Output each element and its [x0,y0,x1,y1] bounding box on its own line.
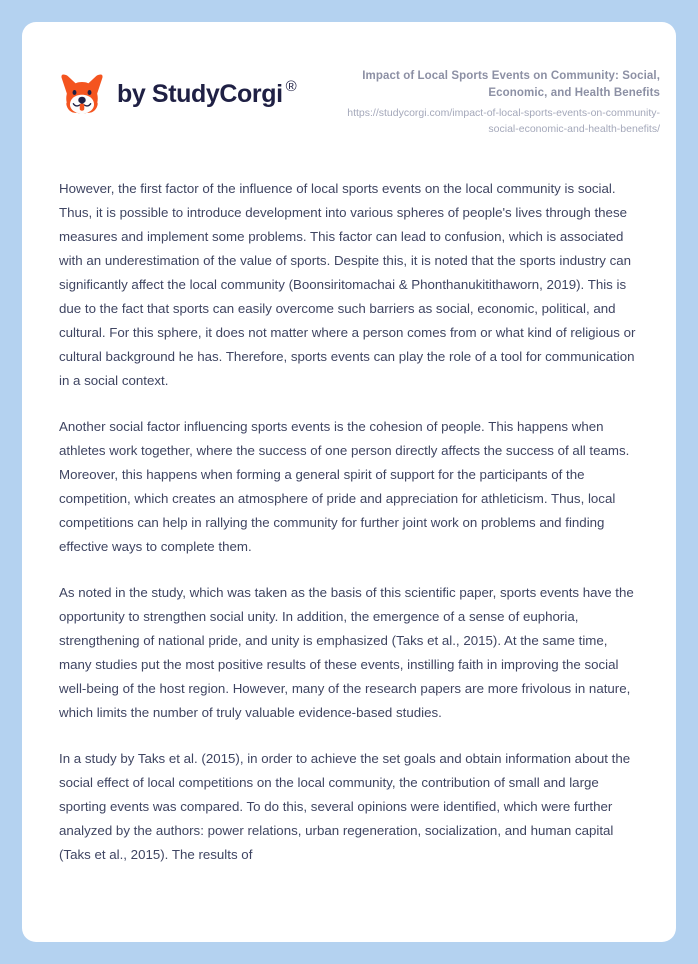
document-source-url: https://studycorgi.com/impact-of-local-sports-events-on-community-social-economic-and-health-benefits/ [347,107,660,135]
document-meta [330,66,660,137]
corgi-face-icon [58,70,106,118]
brand-wordmark-text: by StudyCorgi [117,79,283,108]
document-body [22,137,676,867]
brand-wordmark [117,77,297,108]
body-paragraph: As noted in the study, which was taken as the basis of this scientific paper, sports events have the opportunity to strengthen social unity. In addition, the emergence of a sense of euphoria, strengthening of national pride, and unity is emphasized (Taks et al., 2015). At the same time, many studies put the most positive results of these events, instilling faith in improving the social well-being of the host region. However, many of the research papers are more frivolous in nature, which limits the number of truly valuable evidence-based studies. [59,584,634,720]
body-paragraph: However, the first factor of the influence of local sports events on the local community is social. Thus, it is possible to introduce development into various spheres of people's lives through these measures and implement some problems. This factor can lead to confusion, which is associated with an underestimation of the value of sports. Despite this, it is noted that the sports industry can significantly affect the local community (Boonsiritomachai & Phonthanukitithaworn, 2019). This is due to the fact that sports can easily overcome such barriers as social, economic, political, and cultural. For this sphere, it does not matter where a person comes from or what kind of religious or cultural background he has. Therefore, sports events can play the role of a tool for communication in a social context. [59,180,636,388]
body-paragraph: Another social factor influencing sports events is the cohesion of people. This happens when athletes work together, where the success of one person directly affects the success of all teams. Moreover, this happens when forming a general spirit of support for the participants of the competition, which creates an atmosphere of pride and appreciation for athleticism. Thus, local competitions can help in rallying the community for further joint work on problems and finding effective ways to complete them. [59,418,630,554]
brand-logo [58,66,296,118]
document-header [22,22,676,137]
registered-trademark-icon: ® [285,77,297,95]
document-title: Impact of Local Sports Events on Community: Social, Economic, and Health Benefits [362,70,660,99]
body-paragraph: In a study by Taks et al. (2015), in order to achieve the set goals and obtain information about the social effect of local competitions on the local community, the contribution of small and large sporting events was compared. To do this, several opinions were identified, which were further analyzed by the authors: power relations, urban regeneration, socialization, and human capital (Taks et al., 2015). The results of [59,750,631,862]
document-page-sheet [22,22,676,942]
